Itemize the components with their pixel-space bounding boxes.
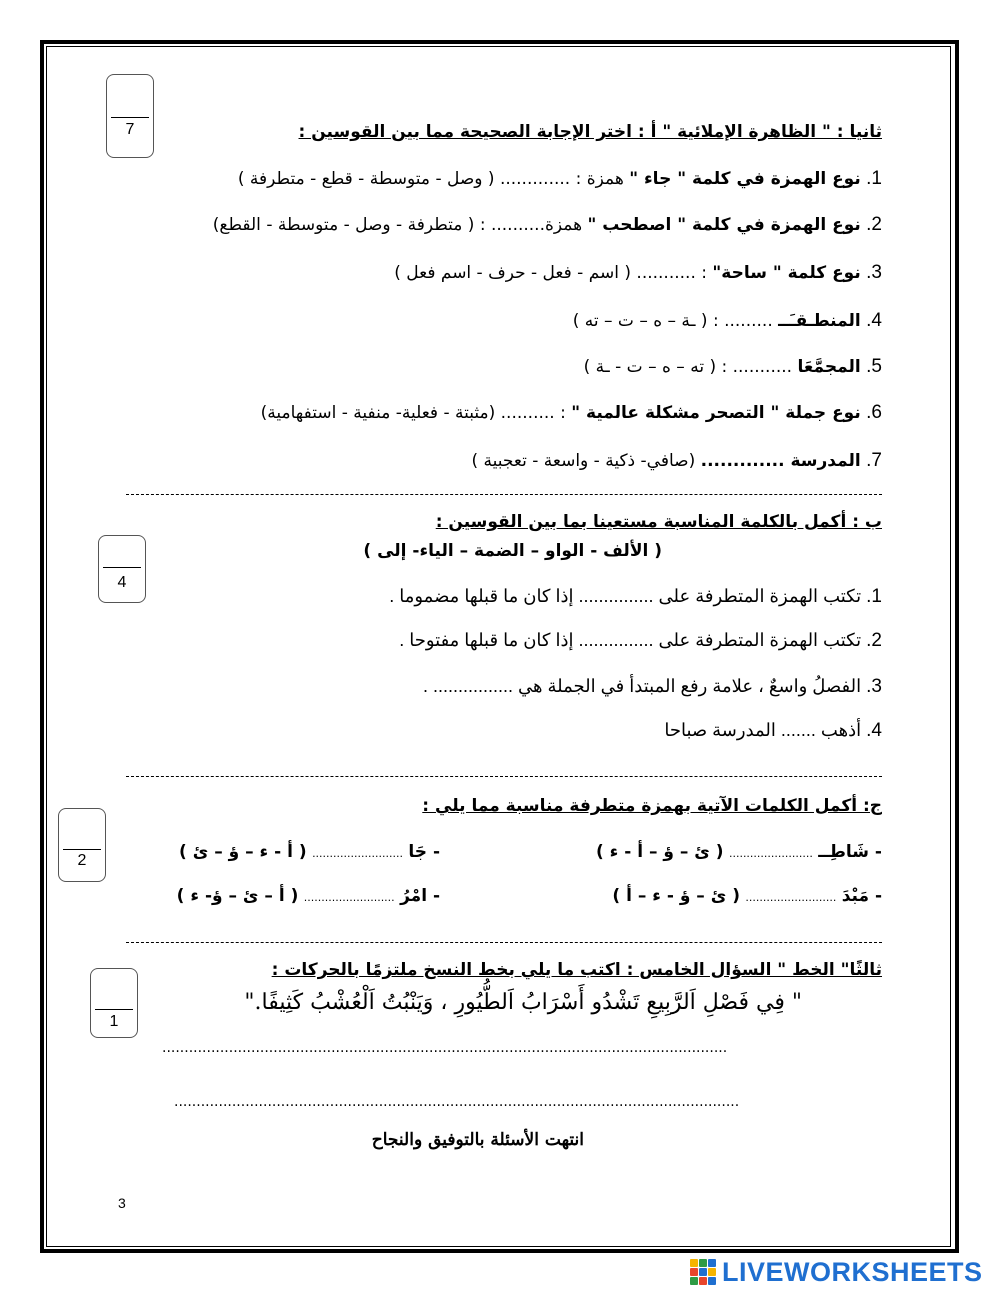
item-prompt: نوع جملة " التصحر مشكلة عالمية " (571, 403, 861, 423)
section-two-item (213, 214, 882, 236)
section-two-item (261, 402, 882, 424)
section-b-item[interactable] (389, 586, 882, 608)
item-answer-choices[interactable]: ......... : ( ـة – ه – ت – ته ) (572, 311, 773, 331)
options: ( ئ – ؤ - ء – أ ) (612, 886, 740, 906)
brand-name: LIVEWORKSHEETS (722, 1256, 983, 1287)
item-text: تكتب الهمزة المتطرفة على ............... إذا كان ما قبلها مفتوحا . (399, 630, 862, 650)
score-box-section-c (58, 808, 106, 882)
item-text: أذهب ....... المدرسة صباحا (664, 720, 862, 740)
item-number: 6. (866, 402, 882, 423)
writing-line[interactable]: ............................................................................................................................... (162, 1040, 728, 1056)
section-c-item (179, 842, 440, 862)
item-number: 2. (866, 214, 882, 235)
copy-sentence: " فِي فَصْلِ اَلرَّبِيعِ تَشْدُو أَسْرَابُ اَلطُّيُورِ ، وَيَنْبُتُ اَلْعُشْبُ كَثِيفًا." (244, 990, 802, 1015)
score-box-section-two (106, 74, 154, 158)
score-value: 1 (109, 1013, 119, 1030)
closing-text: انتهت الأسئلة بالتوفيق والنجاح (371, 1130, 584, 1150)
item-prompt: المدرسة ............. (700, 451, 861, 471)
item-prompt: نوع كلمة " ساحة" (712, 263, 861, 283)
separator (126, 494, 882, 495)
item-number: 4. (866, 720, 882, 741)
item-answer-choices[interactable]: : .......... (مثبتة - فعلية- منفية - استفهامية) (260, 403, 566, 423)
item-answer-choices[interactable]: : ........... ( اسم - فعل - حرف - اسم فعل ) (394, 263, 707, 283)
score-value: 4 (117, 574, 127, 591)
item-number: 3. (866, 262, 882, 283)
answer-blank[interactable]: ........................ (728, 847, 813, 860)
section-b-item[interactable] (423, 676, 882, 698)
section-two-item (394, 262, 882, 284)
item-number: 2. (866, 630, 882, 651)
word-stem: - جَا (408, 842, 440, 862)
item-answer-choices[interactable]: همزة.......... : ( متطرفة - وصل - متوسطة - القطع) (212, 215, 583, 235)
answer-blank[interactable]: .......................... (312, 847, 403, 860)
options: ( أ - ء – ؤ – ئ ) (179, 842, 307, 862)
liveworksheets-logo-icon (690, 1259, 716, 1285)
section-b-heading: ب : أكمل بالكلمة المناسبة مستعينا بما بين القوسين : (435, 512, 882, 532)
score-value: 2 (77, 852, 87, 869)
options: ( ئ – ؤ – أ - ء ) (595, 842, 724, 862)
item-number: 7. (866, 450, 882, 471)
item-answer-choices[interactable]: همزة : ............. ( وصل - متوسطة - قطع - متطرفة ) (237, 169, 624, 189)
word-stem: - شَاطِــ (818, 842, 882, 862)
separator (126, 776, 882, 777)
item-prompt: نوع الهمزة في كلمة " جاء " (629, 169, 861, 189)
item-text: الفصلُ واسعٌ ، علامة رفع المبتدأ في الجملة هي ................ . (423, 676, 862, 696)
item-prompt: المنطـقـَــ (778, 311, 861, 331)
score-box-section-b (98, 535, 146, 603)
section-two-item (584, 356, 882, 378)
item-number: 1. (866, 168, 882, 189)
item-prompt: نوع الهمزة في كلمة " اصطحب " (587, 215, 861, 235)
section-two-item (472, 450, 882, 472)
section-b-item[interactable] (664, 720, 882, 742)
section-three-heading: ثالثًا" الخط " السؤال الخامس : اكتب ما يلي بخط النسخ ملتزمًا بالحركات : (271, 960, 882, 980)
item-number: 3. (866, 676, 882, 697)
item-number: 5. (866, 356, 882, 377)
answer-blank[interactable]: .......................... (745, 891, 837, 904)
section-b-item[interactable] (399, 630, 882, 652)
word-stem: - مَبْدَ (841, 886, 882, 906)
score-value: 7 (125, 121, 135, 138)
item-number: 1. (866, 586, 882, 607)
writing-line[interactable]: ............................................................................................................................... (174, 1094, 740, 1110)
section-two-heading: ثانيا : " الظاهرة الإملائية " أ : اختر الإجابة الصحيحة مما بين القوسين : (298, 122, 882, 142)
answer-blank[interactable]: .......................... (303, 891, 395, 904)
item-number: 4. (866, 310, 882, 331)
item-prompt: المجمَّعَا (797, 357, 861, 377)
word-stem: - امْرُ (400, 886, 440, 906)
separator (126, 942, 882, 943)
section-b-options: ( الألف - الواو – الضمة – الياء- إلى ) (363, 541, 662, 561)
score-box-section-three (90, 968, 138, 1038)
section-c-item (596, 842, 882, 862)
section-two-item (238, 168, 882, 190)
item-text: تكتب الهمزة المتطرفة على ............... إذا كان ما قبلها مضموما . (389, 586, 862, 606)
section-c-heading: ج: أكمل الكلمات الآتية بهمزة متطرفة مناسبة مما يلي : (422, 796, 882, 816)
options: ( أ – ئ – ؤ- ء ) (176, 886, 299, 906)
section-c-item (177, 886, 440, 906)
section-two-item (573, 310, 882, 332)
section-c-item (612, 886, 882, 906)
item-answer-choices[interactable]: ........... : ( ته – ه – ت - ـة ) (583, 357, 793, 377)
item-answer-choices[interactable]: (صافي- ذكية - واسعة - تعجبية ) (471, 451, 696, 471)
page-number: 3 (118, 1195, 126, 1211)
brand-watermark (690, 1255, 983, 1289)
